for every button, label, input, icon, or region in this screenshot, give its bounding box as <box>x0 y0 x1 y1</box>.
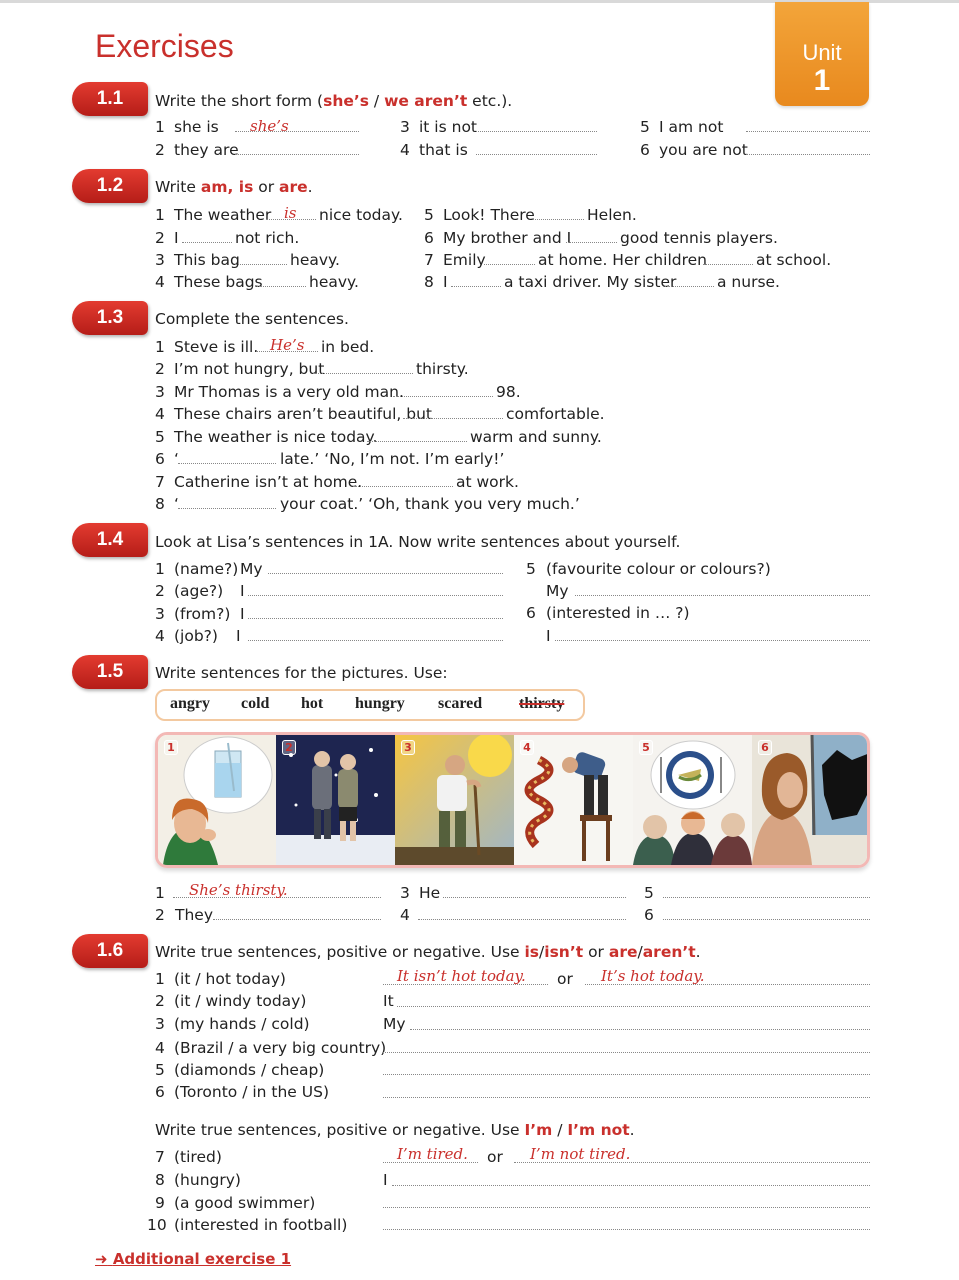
or-label: or <box>557 970 573 988</box>
picture-number: 1 <box>164 740 178 755</box>
item-text: I <box>443 273 448 291</box>
exercise-instruction <box>155 1120 635 1140</box>
answer-line[interactable] <box>178 508 276 509</box>
instruction-text: Write true sentences, positive or negative. Use <box>155 1121 525 1139</box>
item-number: 6 <box>526 604 536 622</box>
answer-line[interactable] <box>403 418 503 419</box>
item-text: I <box>383 1171 388 1189</box>
picture-number: 4 <box>520 740 534 755</box>
item-text: I <box>174 229 179 247</box>
instruction-text: . <box>695 943 701 961</box>
item-text: The weather <box>174 206 272 224</box>
item-number: 3 <box>400 884 410 902</box>
answer-line[interactable] <box>383 1074 870 1075</box>
answer-line[interactable] <box>313 373 413 374</box>
item-number: 1 <box>155 338 165 356</box>
item-prompt: (a good swimmer) <box>174 1194 316 1212</box>
answer-example: It isn’t hot today. <box>397 967 526 985</box>
item-number: 1 <box>155 884 165 902</box>
answer-line[interactable] <box>555 640 870 641</box>
item-number: 6 <box>155 1083 165 1101</box>
item-text: My <box>240 560 263 578</box>
item-text: I <box>546 627 551 645</box>
item-number: 5 <box>424 206 434 224</box>
instruction-text: Write <box>155 178 201 196</box>
highlight-word: are <box>279 178 308 196</box>
item-text: at work. <box>456 473 519 491</box>
item-text: My brother and I <box>443 229 572 247</box>
answer-line[interactable] <box>566 242 617 243</box>
item-number: 5 <box>155 428 165 446</box>
exercise-number-badge: 1.5 <box>72 655 148 689</box>
answer-line[interactable] <box>663 286 714 287</box>
answer-example: It’s hot today. <box>601 967 705 985</box>
item-number: 10 <box>147 1216 167 1234</box>
item-text: heavy. <box>309 273 359 291</box>
item-text: Steve is ill. <box>174 338 259 356</box>
answer-example: is <box>284 204 297 222</box>
item-prompt: (interested in … ?) <box>546 604 690 622</box>
item-text: nice today. <box>319 206 403 224</box>
answer-example: She’s thirsty. <box>189 881 288 899</box>
item-text: It <box>383 992 394 1010</box>
answer-line[interactable] <box>663 897 870 898</box>
exercise-number-badge: 1.2 <box>72 169 148 203</box>
item-text: I <box>240 605 245 623</box>
item-number: 1 <box>155 970 165 988</box>
item-number: 7 <box>155 473 165 491</box>
answer-line[interactable] <box>367 441 467 442</box>
item-prompt: (my hands / cold) <box>174 1015 310 1033</box>
answer-line[interactable] <box>383 1229 870 1230</box>
item-text: they are <box>174 141 239 159</box>
item-number: 8 <box>155 495 165 513</box>
item-text: Helen. <box>587 206 637 224</box>
item-text: at school. <box>756 251 832 269</box>
item-number: 4 <box>155 405 165 423</box>
item-number: 1 <box>155 118 165 136</box>
item-number: 2 <box>155 992 165 1010</box>
answer-example: she’s <box>250 117 289 135</box>
instruction-text: . <box>307 178 313 196</box>
instruction-text: / <box>368 92 385 110</box>
item-number: 2 <box>155 229 165 247</box>
item-number: 6 <box>640 141 650 159</box>
answer-line[interactable] <box>383 1052 870 1053</box>
instruction-text: / <box>539 943 545 961</box>
item-text: ‘ <box>174 495 179 513</box>
item-prompt: (interested in football) <box>174 1216 348 1234</box>
highlight-word: is <box>524 943 540 961</box>
picture-number: 3 <box>401 740 415 755</box>
answer-line[interactable] <box>178 463 276 464</box>
item-number: 5 <box>155 1061 165 1079</box>
answer-line[interactable] <box>248 618 503 619</box>
item-number: 5 <box>640 118 650 136</box>
item-number: 2 <box>155 360 165 378</box>
answer-line[interactable] <box>451 286 501 287</box>
item-number: 2 <box>155 906 165 924</box>
item-text: I <box>236 627 241 645</box>
item-prompt: (hungry) <box>174 1171 241 1189</box>
item-text: late.’ ‘No, I’m not. I’m early!’ <box>280 450 505 468</box>
item-text: comfortable. <box>506 405 605 423</box>
item-number: 4 <box>400 141 410 159</box>
exercise-number-badge: 1.4 <box>72 523 148 557</box>
instruction-text: / <box>552 1121 568 1139</box>
word-option: angry <box>170 695 210 712</box>
item-text: They <box>175 906 214 924</box>
answer-line[interactable] <box>476 131 597 132</box>
item-number: 7 <box>155 1148 165 1166</box>
item-number: 3 <box>155 383 165 401</box>
exercise-instruction <box>155 942 701 962</box>
exercise-number-badge: 1.1 <box>72 82 148 116</box>
answer-line[interactable] <box>393 396 493 397</box>
instruction-text: Write the short form ( <box>155 92 324 110</box>
instruction-text: / <box>637 943 643 961</box>
item-prompt: (age?) <box>174 582 224 600</box>
highlight-word: we aren’t <box>384 92 468 110</box>
item-number: 5 <box>526 560 536 578</box>
or-label: or <box>487 1148 503 1166</box>
answer-line[interactable] <box>392 1185 870 1186</box>
item-text: warm and sunny. <box>470 428 602 446</box>
item-text: Emily <box>443 251 486 269</box>
word-option: hungry <box>355 695 405 712</box>
answer-example: I’m tired. <box>397 1145 468 1163</box>
item-prompt: (it / windy today) <box>174 992 307 1010</box>
item-text: This bag <box>174 251 240 269</box>
highlight-word: I’m <box>524 1121 553 1139</box>
highlight-word: are <box>608 943 638 961</box>
picture-strip <box>155 732 870 868</box>
item-prompt: (name?) <box>174 560 239 578</box>
item-text: good tennis players. <box>620 229 778 247</box>
item-text: that is <box>419 141 468 159</box>
answer-line[interactable] <box>268 573 503 574</box>
answer-line[interactable] <box>575 595 870 596</box>
word-option-used: thirsty <box>519 695 565 712</box>
answer-line[interactable] <box>248 640 503 641</box>
item-number: 4 <box>400 906 410 924</box>
item-text: Mr Thomas is a very old man. <box>174 383 404 401</box>
item-prompt: (it / hot today) <box>174 970 286 988</box>
item-text: I’m not hungry, but <box>174 360 325 378</box>
instruction-text: or <box>583 943 609 961</box>
answer-line[interactable] <box>443 897 626 898</box>
item-number: 7 <box>424 251 434 269</box>
answer-line[interactable] <box>383 1207 870 1208</box>
answer-line[interactable] <box>410 1029 870 1030</box>
arrow-right-icon: ➜ <box>95 1250 108 1268</box>
item-number: 1 <box>155 206 165 224</box>
item-number: 3 <box>155 605 165 623</box>
word-option: cold <box>241 695 270 712</box>
item-text: not rich. <box>235 229 300 247</box>
item-number: 6 <box>644 906 654 924</box>
item-prompt: (tired) <box>174 1148 222 1166</box>
picture-hot <box>395 735 514 865</box>
exercise-number-badge: 1.6 <box>72 934 148 968</box>
word-option: scared <box>438 695 483 712</box>
item-text: at home. Her children <box>538 251 707 269</box>
answer-line[interactable] <box>746 131 870 132</box>
additional-exercise-label: Additional exercise 1 <box>112 1250 292 1268</box>
answer-line[interactable] <box>182 242 232 243</box>
item-text: Catherine isn’t at home. <box>174 473 363 491</box>
picture-angry <box>752 735 870 865</box>
picture-hungry <box>633 735 752 865</box>
item-number: 9 <box>155 1194 165 1212</box>
answer-line[interactable] <box>418 919 626 920</box>
instruction-text: etc.). <box>467 92 513 110</box>
exercise-instruction: Write sentences for the pictures. Use: <box>155 664 448 682</box>
item-number: 5 <box>644 884 654 902</box>
item-text: I <box>240 582 245 600</box>
answer-line[interactable] <box>383 1097 870 1098</box>
item-prompt: (from?) <box>174 605 231 623</box>
picture-number: 5 <box>639 740 653 755</box>
highlight-word: I’m not <box>567 1121 630 1139</box>
item-number: 3 <box>155 251 165 269</box>
item-prompt: (Toronto / in the US) <box>174 1083 329 1101</box>
item-number: 4 <box>155 273 165 291</box>
answer-line[interactable] <box>476 154 597 155</box>
item-text: you are not <box>659 141 748 159</box>
item-text: These bags <box>174 273 263 291</box>
item-text: in bed. <box>321 338 375 356</box>
additional-exercise-link[interactable] <box>95 1250 291 1268</box>
answer-line[interactable] <box>746 154 870 155</box>
picture-cold <box>276 735 395 865</box>
item-text: My <box>383 1015 406 1033</box>
highlight-word: isn’t <box>544 943 584 961</box>
exercise-instruction: Look at Lisa’s sentences in 1A. Now write sentences about yourself. <box>155 533 681 551</box>
item-number: 4 <box>155 1039 165 1057</box>
answer-line[interactable] <box>255 286 306 287</box>
item-text: thirsty. <box>416 360 469 378</box>
item-number: 6 <box>424 229 434 247</box>
picture-number: 6 <box>758 740 772 755</box>
item-text: your coat.’ ‘Oh, thank you very much.’ <box>280 495 580 513</box>
answer-line[interactable] <box>703 264 753 265</box>
unit-label: Unit <box>802 40 842 65</box>
answer-line[interactable] <box>235 264 287 265</box>
item-text: a taxi driver. My sister <box>504 273 677 291</box>
unit-tab <box>775 2 869 106</box>
item-number: 6 <box>155 450 165 468</box>
exercise-instruction: Complete the sentences. <box>155 310 349 328</box>
instruction-text: . <box>629 1121 635 1139</box>
item-number: 2 <box>155 141 165 159</box>
highlight-word: aren’t <box>642 943 696 961</box>
item-text: heavy. <box>290 251 340 269</box>
item-number: 3 <box>155 1015 165 1033</box>
exercise-instruction <box>155 177 313 197</box>
item-number: 2 <box>155 582 165 600</box>
picture-thirsty <box>158 735 276 865</box>
item-text: My <box>546 582 569 600</box>
item-number: 8 <box>424 273 434 291</box>
item-prompt: (diamonds / cheap) <box>174 1061 325 1079</box>
answer-line[interactable] <box>533 219 584 220</box>
item-text: she is <box>174 118 219 136</box>
item-number: 3 <box>400 118 410 136</box>
answer-line[interactable] <box>663 919 870 920</box>
item-prompt: (job?) <box>174 627 218 645</box>
item-text: Look! There <box>443 206 535 224</box>
exercise-number-badge: 1.3 <box>72 301 148 335</box>
answer-line[interactable] <box>353 486 453 487</box>
item-text: I am not <box>659 118 724 136</box>
item-text: The weather is nice today. <box>174 428 378 446</box>
item-text: 98. <box>496 383 521 401</box>
word-option: hot <box>301 695 324 712</box>
item-text: a nurse. <box>717 273 780 291</box>
item-text: He <box>419 884 441 902</box>
picture-number: 2 <box>282 740 296 755</box>
answer-line[interactable] <box>397 1006 870 1007</box>
answer-example: I’m not tired. <box>530 1145 631 1163</box>
item-text: These chairs aren’t beautiful, but <box>174 405 432 423</box>
exercise-instruction <box>155 91 512 111</box>
item-text: ‘ <box>174 450 179 468</box>
item-prompt: (Brazil / a very big country) <box>174 1039 387 1057</box>
instruction-text: or <box>253 178 280 196</box>
item-number: 4 <box>155 627 165 645</box>
item-prompt: (favourite colour or colours?) <box>546 560 771 578</box>
answer-line[interactable] <box>235 154 359 155</box>
item-number: 8 <box>155 1171 165 1189</box>
picture-scared <box>514 735 633 865</box>
item-number: 1 <box>155 560 165 578</box>
instruction-text: Write true sentences, positive or negative. Use <box>155 943 525 961</box>
unit-number: 1 <box>813 64 831 97</box>
highlight-word: she’s <box>323 92 369 110</box>
answer-line[interactable] <box>248 595 503 596</box>
answer-line[interactable] <box>213 919 381 920</box>
item-text: it is not <box>419 118 478 136</box>
highlight-word: am, is <box>200 178 254 196</box>
answer-line[interactable] <box>484 264 535 265</box>
answer-example: He’s <box>270 336 305 354</box>
page-title: Exercises <box>95 28 234 64</box>
